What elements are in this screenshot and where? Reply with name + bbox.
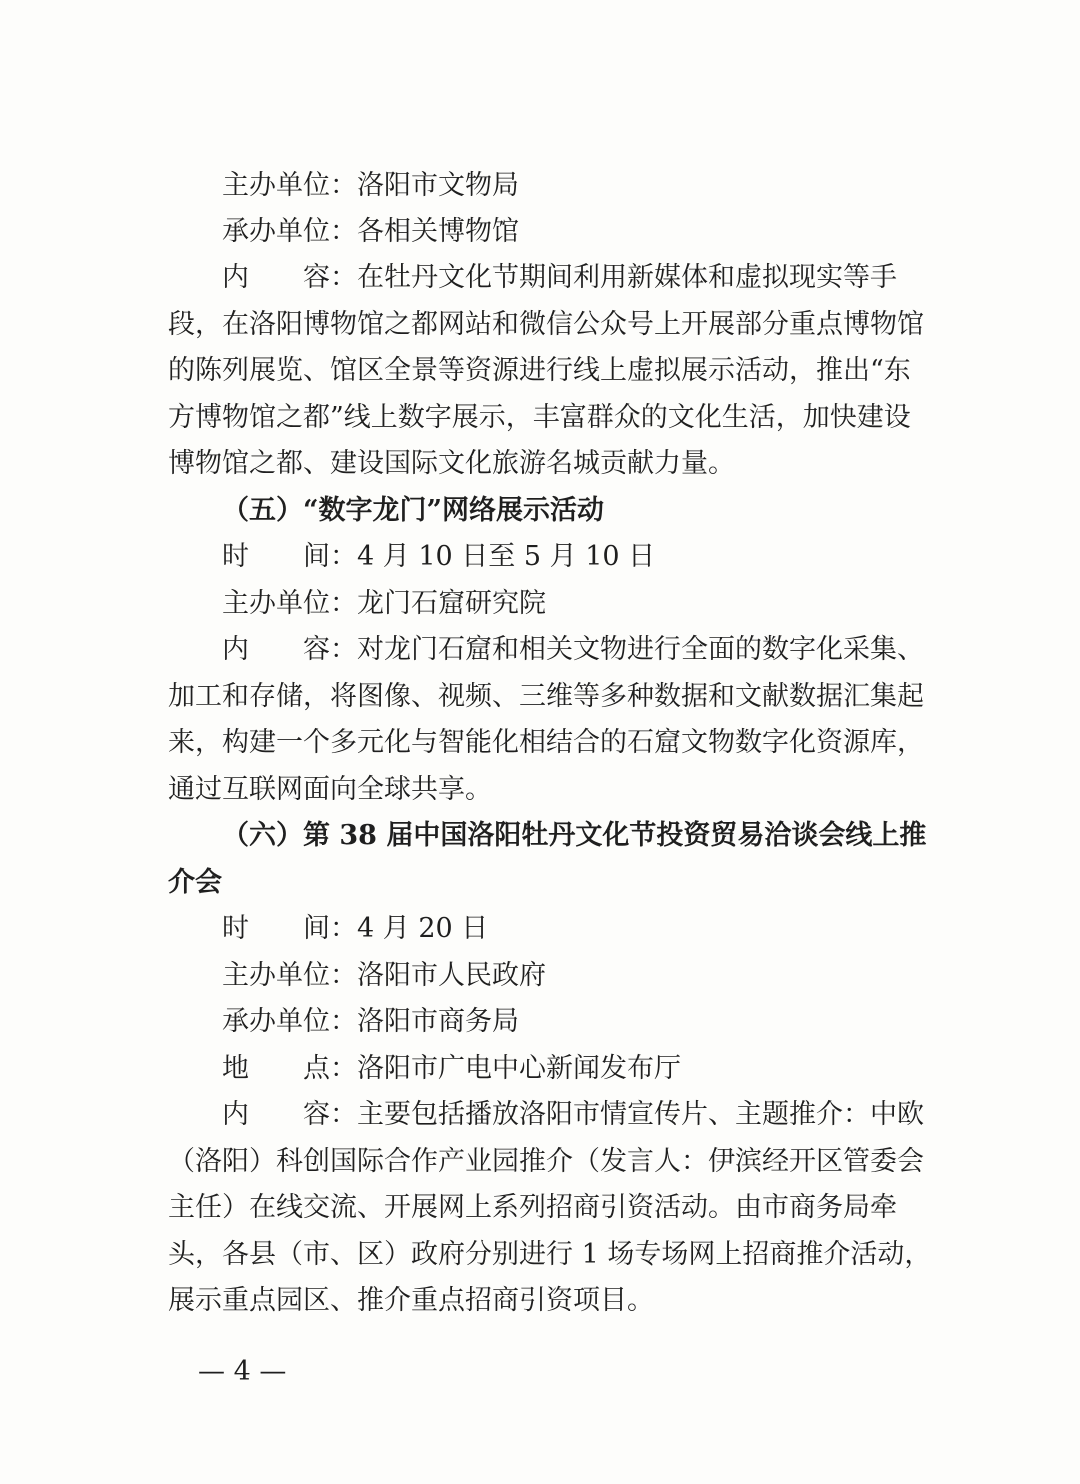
body-text-line: 主任）在线交流、开展网上系列招商引资活动。由市商务局牵	[168, 1192, 897, 1223]
section-heading-5: （五）“数字龙门”网络展示活动	[222, 495, 605, 526]
body-text-line: 博物馆之都、建设国际文化旅游名城贡献力量。	[168, 448, 735, 479]
co-organizer-line: 承办单位：洛阳市商务局	[222, 1006, 519, 1037]
body-text-line: 展示重点园区、推介重点招商引资项目。	[168, 1285, 654, 1316]
body-text-line: 来，构建一个多元化与智能化相结合的石窟文物数字化资源库，	[168, 727, 924, 758]
body-text-line: 通过互联网面向全球共享。	[168, 774, 492, 805]
body-text-line: 的陈列展览、馆区全景等资源进行线上虚拟展示活动，推出“东	[168, 355, 911, 386]
body-text-line: （洛阳）科创国际合作产业园推介（发言人：伊滨经开区管委会	[168, 1146, 924, 1177]
page-number: — 4 —	[198, 1356, 287, 1387]
organizer-line: 主办单位：龙门石窟研究院	[222, 588, 546, 619]
section-heading-6-continued: 介会	[168, 867, 222, 898]
time-line: 时 间：4 月 10 日至 5 月 10 日	[222, 541, 656, 572]
content-line: 内 容：主要包括播放洛阳市情宣传片、主题推介：中欧	[222, 1099, 924, 1130]
content-line: 内 容：在牡丹文化节期间利用新媒体和虚拟现实等手	[222, 262, 897, 293]
co-organizer-line: 承办单位：各相关博物馆	[222, 216, 519, 247]
body-text-line: 加工和存储，将图像、视频、三维等多种数据和文献数据汇集起	[168, 681, 924, 712]
time-line: 时 间：4 月 20 日	[222, 913, 489, 944]
section-heading-6: （六）第 38 届中国洛阳牡丹文化节投资贸易洽谈会线上推	[222, 820, 927, 851]
body-text-line: 头，各县（市、区）政府分别进行 1 场专场网上招商推介活动，	[168, 1239, 932, 1270]
location-line: 地 点：洛阳市广电中心新闻发布厅	[222, 1053, 681, 1084]
body-text-line: 段，在洛阳博物馆之都网站和微信公众号上开展部分重点博物馆	[168, 309, 924, 340]
organizer-line: 主办单位：洛阳市人民政府	[222, 960, 546, 991]
body-text-line: 方博物馆之都”线上数字展示，丰富群众的文化生活，加快建设	[168, 402, 911, 433]
content-line: 内 容：对龙门石窟和相关文物进行全面的数字化采集、	[222, 634, 924, 665]
organizer-line: 主办单位：洛阳市文物局	[222, 170, 519, 201]
